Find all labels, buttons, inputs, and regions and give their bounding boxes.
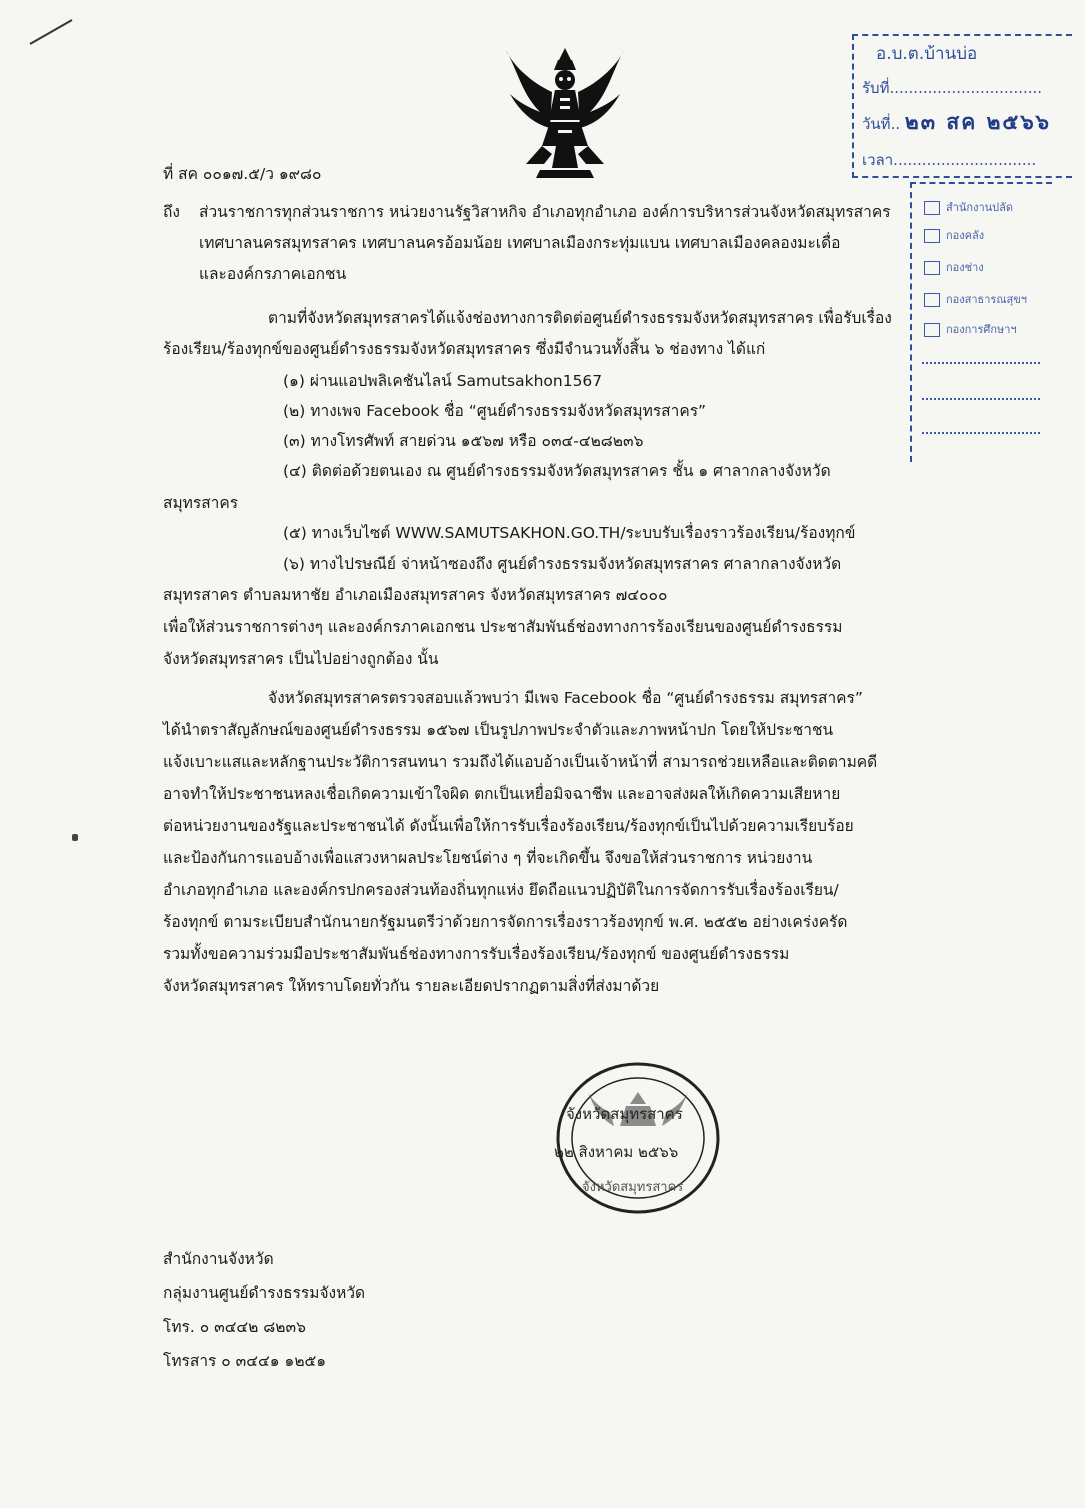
routing-item: สำนักงานปลัด [924, 198, 1013, 216]
channel-item: (๑) ผ่านแอปพลิเคชันไลน์ Samutsakhon1567 [283, 372, 603, 390]
checkbox-icon [924, 293, 940, 307]
routing-item: กองช่าง [924, 258, 984, 276]
receipt-number-label: รับที่ [862, 79, 890, 97]
official-seal [530, 1052, 770, 1222]
checkbox-icon [924, 229, 940, 243]
paragraph-line: ร้องเรียน/ร้องทุกข์ของศูนย์ดำรงธรรมจังหวัดสมุทรสาคร ซึ่งมีจำนวนทั้งสิ้น ๖ ช่องทาง ได้แก่ [163, 340, 766, 358]
document-number: ที่ สค ๐๐๑๗.๕/ว ๑๙๘๐ [163, 165, 322, 183]
channel-item: (๒) ทางเพจ Facebook ชื่อ “ศูนย์ดำรงธรรมจังหวัดสมุทรสาคร” [283, 402, 707, 420]
receipt-time-row: เวลา.............................. [862, 151, 1037, 169]
routing-item: กองการศึกษาฯ [924, 320, 1017, 338]
paragraph-line: เพื่อให้ส่วนราชการต่างๆ และองค์กรภาคเอกชน ประชาสัมพันธ์ช่องทางการร้องเรียนของศูนย์ดำรงธรรม [163, 618, 843, 636]
routing-blank-line [922, 432, 1040, 434]
signoff-block [163, 1242, 365, 1378]
paragraph-line: ต่อหน่วยงานของรัฐและประชาชนได้ ดังนั้นเพื่อให้การรับเรื่องร้องเรียน/ร้องทุกข์เป็นไปด้วยความเรียบร้อย [163, 817, 854, 835]
signoff-office: สำนักงานจังหวัด [163, 1250, 274, 1268]
pen-stroke-mark [28, 18, 74, 46]
paragraph-line: จังหวัดสมุทรสาคร เป็นไปอย่างถูกต้อง นั้น [163, 650, 439, 668]
garuda-emblem-icon [500, 42, 630, 182]
channel-item: (๔) ติดต่อด้วยตนเอง ณ ศูนย์ดำรงธรรมจังหวัดสมุทรสาคร ชั้น ๑ ศาลากลางจังหวัด [283, 462, 831, 480]
receipt-stamp [852, 34, 1072, 178]
recipient-line: ส่วนราชการทุกส่วนราชการ หน่วยงานรัฐวิสาหกิจ อำเภอทุกอำเภอ องค์การบริหารส่วนจังหวัดสมุทรสาคร [199, 203, 891, 221]
paragraph-line: จังหวัดสมุทรสาครตรวจสอบแล้วพบว่า มีเพจ Facebook ชื่อ “ศูนย์ดำรงธรรม สมุทรสาคร” [268, 689, 863, 707]
routing-blank-line [922, 398, 1040, 400]
routing-item: กองสาธารณสุขฯ [924, 290, 1027, 308]
paragraph-line: รวมทั้งขอความร่วมมือประชาสัมพันธ์ช่องทางการรับเรื่องร้องเรียน/ร้องทุกข์ ของศูนย์ดำรงธรรม [163, 945, 790, 963]
receipt-date-row: วันที่.. ๒๓ สค ๒๕๖๖ [862, 109, 1051, 134]
recipient-line: และองค์กรภาคเอกชน [199, 265, 347, 283]
paragraph-line: จังหวัดสมุทรสาคร ให้ทราบโดยทั่วกัน รายละเอียดปรากฏตามสิ่งที่ส่งมาด้วย [163, 977, 660, 995]
paragraph-line: และป้องกันการแอบอ้างเพื่อแสวงหาผลประโยชน์ต่าง ๆ ที่จะเกิดขึ้น จึงขอให้ส่วนราชการ หน่วยงาน [163, 849, 813, 867]
recipient-line: เทศบาลนครสมุทรสาคร เทศบาลนครอ้อมน้อย เทศบาลเมืองกระทุ่มแบน เทศบาลเมืองคลองมะเดื่อ [199, 234, 841, 252]
paragraph-line: ร้องทุกข์ ตามระเบียบสำนักนายกรัฐมนตรีว่าด้วยการจัดการเรื่องราวร้องทุกข์ พ.ศ. ๒๕๕๒ อย่างเคร่งครัด [163, 913, 848, 931]
channel-item: (๖) ทางไปรษณีย์ จ่าหน้าซองถึง ศูนย์ดำรงธรรมจังหวัดสมุทรสาคร ศาลากลางจังหวัด [283, 555, 842, 573]
routing-item: กองคลัง [924, 226, 984, 244]
paragraph-line: ได้นำตราสัญลักษณ์ของศูนย์ดำรงธรรม ๑๕๖๗ เป็นรูปภาพประจำตัวและภาพหน้าปก โดยให้ประชาชน [163, 721, 834, 739]
checkbox-icon [924, 323, 940, 337]
paragraph-line: ตามที่จังหวัดสมุทรสาครได้แจ้งช่องทางการติดต่อศูนย์ดำรงธรรมจังหวัดสมุทรสาคร เพื่อรับเรื่อง [268, 309, 892, 327]
ink-speck [72, 834, 78, 841]
channel-item: (๕) ทางเว็บไซต์ WWW.SAMUTSAKHON.GO.TH/ระบบรับเรื่องราวร้องเรียน/ร้องทุกข์ [283, 524, 856, 542]
channel-item: (๓) ทางโทรศัพท์ สายด่วน ๑๕๖๗ หรือ ๐๓๔-๔๒๘๒๓๖ [283, 432, 644, 450]
checkbox-icon [924, 201, 940, 215]
signoff-unit: กลุ่มงานศูนย์ดำรงธรรมจังหวัด [163, 1284, 366, 1302]
paragraph-line: อาจทำให้ประชาชนหลงเชื่อเกิดความเข้าใจผิด ตกเป็นเหยื่อมิจฉาชีพ และอาจส่งผลให้เกิดความเสียหาย [163, 785, 841, 803]
signoff-fax: โทรสาร ๐ ๓๔๔๑ ๑๒๕๑ [163, 1352, 327, 1370]
routing-blank-line [922, 362, 1040, 364]
paragraph-line: แจ้งเบาะแสและหลักฐานประวัติการสนทนา รวมถึงได้แอบอ้างเป็นเจ้าหน้าที่ สามารถช่วยเหลือและติดตามคดี [163, 753, 878, 771]
receipt-office: อ.บ.ต.บ้านบ่อ [876, 44, 978, 64]
seal-province: จังหวัดสมุทรสาคร [566, 1105, 683, 1123]
seal-bottom-text: จังหวัดสมุทรสาคร [582, 1180, 684, 1195]
channel-item-continued: สมุทรสาคร [163, 494, 239, 512]
paragraph-line: อำเภอทุกอำเภอ และองค์กรปกครองส่วนท้องถิ่นทุกแห่ง ยึดถือแนวปฏิบัติในการจัดการรับเรื่องร้องเรียน/ [163, 881, 839, 899]
checkbox-icon [924, 261, 940, 275]
signoff-phone: โทร. ๐ ๓๔๔๒ ๘๒๓๖ [163, 1318, 306, 1336]
receipt-time-label: เวลา [862, 151, 894, 169]
routing-stamp [910, 182, 1052, 462]
channel-item-continued: สมุทรสาคร ตำบลมหาชัย อำเภอเมืองสมุทรสาคร จังหวัดสมุทรสาคร ๗๔๐๐๐ [163, 586, 668, 604]
receipt-number-row: รับที่................................ [862, 79, 1043, 97]
receipt-date-label: วันที่ [862, 115, 891, 133]
recipients-label: ถึง [163, 203, 180, 221]
receipt-date-value: ๒๓ สค ๒๕๖๖ [904, 109, 1051, 134]
seal-date: ๒๒ สิงหาคม ๒๕๖๖ [554, 1143, 679, 1161]
